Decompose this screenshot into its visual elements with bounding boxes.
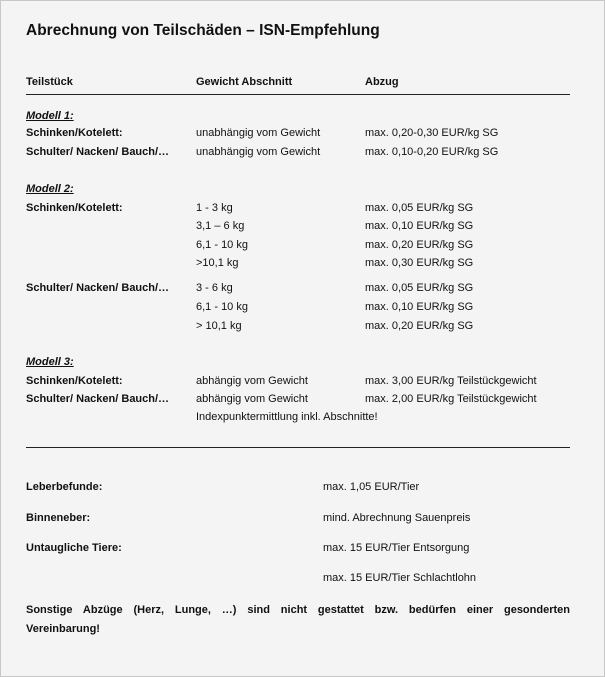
model-3-label: Modell 3: — [26, 356, 74, 368]
model-2-label: Modell 2: — [26, 183, 74, 195]
other-value: max. 15 EUR/Tier Entsorgung — [323, 542, 470, 554]
other-label: Untaugliche Tiere: — [26, 542, 122, 554]
row-part: Schulter/ Nacken/ Bauch/… — [26, 282, 170, 294]
row-deduction: max. 0,30 EUR/kg SG — [365, 257, 474, 269]
row-deduction: max. 0,10 EUR/kg SG — [365, 301, 474, 313]
model-3-note: Indexpunktermittlung inkl. Abschnitte! — [196, 411, 378, 423]
row-deduction: max. 0,20 EUR/kg SG — [365, 320, 474, 332]
row-weight: > 10,1 kg — [196, 320, 242, 332]
row-part: Schulter/ Nacken/ Bauch/… — [26, 393, 170, 405]
other-label: Binneneber: — [26, 512, 91, 524]
other-value: max. 15 EUR/Tier Schlachtlohn — [323, 572, 477, 584]
row-deduction: max. 3,00 EUR/kg Teilstückgewicht — [365, 375, 537, 387]
row-deduction: max. 0,05 EUR/kg SG — [365, 282, 474, 294]
other-value: max. 1,05 EUR/Tier — [323, 481, 420, 493]
header-rule — [26, 94, 570, 95]
other-label: Leberbefunde: — [26, 481, 103, 493]
row-weight: 3,1 – 6 kg — [196, 220, 245, 232]
row-weight: 3 - 6 kg — [196, 282, 233, 294]
row-deduction: max. 0,10-0,20 EUR/kg SG — [365, 146, 499, 158]
row-weight: 6,1 - 10 kg — [196, 239, 248, 251]
section-rule — [26, 447, 570, 448]
row-weight: 6,1 - 10 kg — [196, 301, 248, 313]
header-part: Teilstück — [26, 76, 73, 88]
row-weight: abhängig vom Gewicht — [196, 393, 308, 405]
row-weight: >10,1 kg — [196, 257, 239, 269]
row-part: Schinken/Kotelett: — [26, 127, 123, 139]
page-title: Abrechnung von Teilschäden – ISN-Empfehlung — [26, 22, 380, 39]
header-weight: Gewicht Abschnitt — [196, 76, 293, 88]
header-deduction: Abzug — [365, 76, 399, 88]
row-part: Schinken/Kotelett: — [26, 202, 123, 214]
footer-note — [26, 601, 570, 639]
other-value: mind. Abrechnung Sauenpreis — [323, 512, 471, 524]
row-deduction: max. 0,20-0,30 EUR/kg SG — [365, 127, 499, 139]
row-part: Schulter/ Nacken/ Bauch/… — [26, 146, 170, 158]
row-deduction: max. 0,05 EUR/kg SG — [365, 202, 474, 214]
row-deduction: max. 0,10 EUR/kg SG — [365, 220, 474, 232]
row-part: Schinken/Kotelett: — [26, 375, 123, 387]
row-weight: 1 - 3 kg — [196, 202, 233, 214]
row-weight: abhängig vom Gewicht — [196, 375, 308, 387]
row-deduction: max. 2,00 EUR/kg Teilstückgewicht — [365, 393, 537, 405]
row-weight: unabhängig vom Gewicht — [196, 127, 321, 139]
footer-line-2: Vereinbarung! — [26, 623, 100, 635]
footer-line-1: Sonstige Abzüge (Herz, Lunge, …) sind nicht gestattet bzw. bedürfen einer gesonderten — [26, 604, 570, 616]
model-1-label: Modell 1: — [26, 110, 74, 122]
row-deduction: max. 0,20 EUR/kg SG — [365, 239, 474, 251]
row-weight: unabhängig vom Gewicht — [196, 146, 321, 158]
